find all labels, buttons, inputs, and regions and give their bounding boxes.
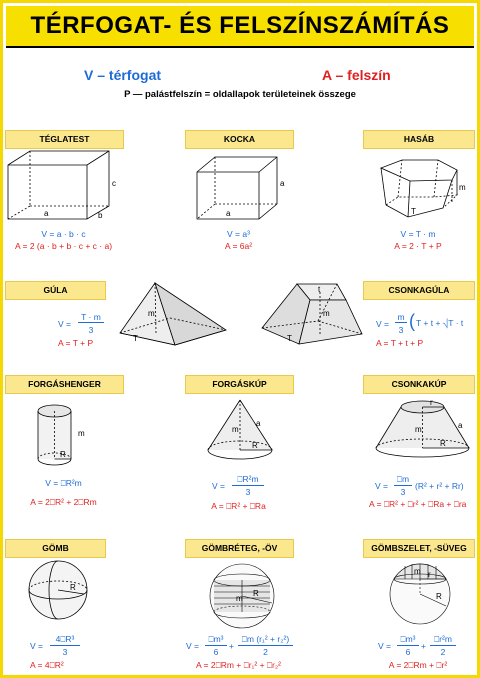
frustum-pyramid-volume-prefix: V =	[376, 319, 389, 329]
zone-label-R: R	[253, 589, 259, 598]
zone-volume-plus: +	[229, 641, 234, 651]
zone-volume-denominator-2: 2	[263, 647, 268, 657]
cuboid-label-c: c	[112, 179, 116, 188]
zone-volume-numerator: ⎕m³	[205, 634, 227, 646]
prism-label-m: m	[459, 183, 466, 192]
sphere-volume-numerator: 4⎕R³	[50, 634, 80, 646]
label-kocka: KOCKA	[185, 130, 294, 149]
cone-volume-denominator: 3	[245, 487, 251, 497]
frustum-pyramid-volume-denominator: 3	[398, 325, 404, 335]
label-gombreteg: GÖMBRÉTEG, -ÖV	[185, 539, 294, 558]
prism-surface: A = 2 · T + P	[394, 241, 442, 251]
cap-volume-denominator-2: 2	[440, 647, 446, 657]
frustum-cone-surface: A = ⎕R² + ⎕r² + ⎕Ra + ⎕ra	[369, 499, 467, 509]
frustum-cone-volume-tail: (R² + r² + Rr)	[415, 481, 464, 491]
label-gula: GÚLA	[5, 281, 106, 300]
cap-volume-denominator: 6	[405, 647, 411, 657]
frustum-cone-label-a: a	[458, 421, 463, 430]
label-gomb: GÖMB	[5, 539, 106, 558]
sphere-volume-prefix: V =	[30, 641, 43, 651]
legend-surface: A – felszín	[322, 67, 391, 83]
pyramid-volume-denominator: 3	[88, 325, 94, 335]
pyramid-volume-prefix: V =	[58, 319, 71, 329]
frustum-cone-volume-numerator: ⎕m	[394, 474, 412, 486]
legend-volume: V – térfogat	[84, 67, 162, 83]
zone-volume-numerator-2: ⎕m (r₁² + r₂²)	[238, 634, 293, 646]
cap-label-R: R	[436, 592, 442, 601]
sphere-label-R: R	[70, 583, 76, 592]
sphere-volume-denominator: 3	[62, 647, 68, 657]
cube-surface: A = 6a²	[224, 241, 253, 251]
cone-volume-numerator: ⎕R²m	[232, 474, 264, 486]
cap-volume-numerator: ⎕m³	[397, 634, 419, 646]
frustum-pyramid-volume-parenthesis: T + t + ⎷T · t	[416, 318, 464, 328]
cuboid-label-a: a	[44, 209, 49, 218]
pyramid-volume-numerator: T · m	[78, 312, 104, 323]
label-teglatest: TÉGLATEST	[5, 130, 124, 149]
prism-volume: V = T · m	[400, 229, 436, 239]
cuboid-volume: V = a · b · c	[41, 229, 86, 239]
label-gombszelet: GÖMBSZELET, -SÜVEG	[363, 539, 475, 558]
frustum-pyramid-label-t: t	[318, 285, 321, 294]
frustum-cone-label-m: m	[415, 425, 422, 434]
frustum-pyramid-label-m: m	[323, 309, 330, 318]
label-csonkagula: CSONKAGÚLA	[363, 281, 475, 300]
frustum-cone-volume-denominator: 3	[400, 487, 406, 497]
page-title: TÉRFOGAT- ÉS FELSZÍNSZÁMÍTÁS	[30, 12, 450, 39]
cap-volume-prefix: V =	[378, 641, 391, 651]
frustum-pyramid-label-T: T	[287, 334, 292, 343]
label-csonkakup: CSONKAKÚP	[363, 375, 475, 394]
cap-volume-numerator-2: ⎕r²m	[430, 634, 456, 646]
label-hasab: HASÁB	[363, 130, 475, 149]
zone-label-m: m	[236, 594, 243, 603]
cone-surface: A = ⎕R² + ⎕Ra	[211, 501, 266, 511]
cone-label-R: R	[252, 441, 258, 450]
cube-volume: V = a³	[227, 229, 250, 239]
cylinder-label-m: m	[78, 429, 85, 438]
zone-volume-prefix: V =	[186, 641, 199, 651]
prism-label-T: T	[411, 207, 416, 216]
cylinder-label-R: R	[60, 450, 66, 459]
frustum-cone-label-R: R	[440, 439, 446, 448]
sphere-surface: A = 4⎕R²	[30, 660, 64, 670]
cuboid-label-b: b	[98, 211, 103, 220]
cap-surface: A = 2⎕Rm + ⎕r²	[388, 660, 448, 670]
cap-volume-plus: +	[421, 641, 426, 651]
frustum-pyramid-surface: A = T + t + P	[376, 338, 424, 348]
label-forgaskup: FORGÁSKÚP	[185, 375, 294, 394]
cone-label-a: a	[256, 419, 261, 428]
zone-surface: A = 2⎕Rm + ⎕r₁² + ⎕r₂²	[196, 660, 281, 670]
label-forgashenger: FORGÁSHENGER	[5, 375, 124, 394]
pyramid-surface: A = T + P	[58, 338, 94, 348]
svg-text:a: a	[280, 179, 285, 188]
frustum-cone-volume-prefix: V =	[375, 481, 388, 491]
cone-label-m: m	[232, 425, 239, 434]
cone-volume-prefix: V =	[212, 481, 225, 491]
pyramid-label-m: m	[148, 309, 155, 318]
legend-lateral: P — palástfelszín = oldallapok területeinek összege	[124, 89, 356, 100]
title-banner	[6, 6, 474, 48]
frustum-pyramid-volume-numerator: m	[395, 312, 407, 323]
pyramid-label-T: T	[133, 334, 138, 343]
cap-label-r: r	[428, 570, 431, 579]
cuboid-surface: A = 2 (a · b + b · c + c · a)	[14, 241, 113, 251]
cylinder-volume: V = ⎕R²m	[45, 478, 82, 488]
cylinder-surface: A = 2⎕R² + 2⎕Rm	[30, 497, 97, 507]
cap-label-m: m	[414, 567, 421, 576]
zone-volume-denominator: 6	[213, 647, 219, 657]
frustum-cone-label-r: r	[430, 398, 433, 407]
cube-label-a: a	[226, 209, 231, 218]
